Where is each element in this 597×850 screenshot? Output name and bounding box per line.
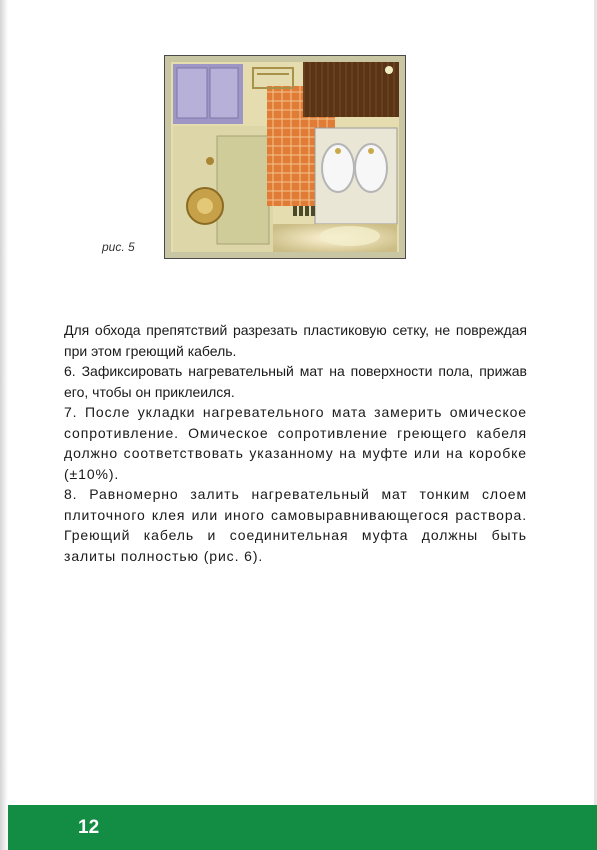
wooden-door: [303, 62, 399, 117]
instructions-text: [64, 320, 527, 566]
figure-caption: рис. 5: [102, 240, 135, 254]
paragraph-step-8: 8. Равномерно залить нагревательный мат тонким слоем плиточного клея или иного самовыравнивающегося раствора. Греющий кабель и соединительная муфта должны быть залиты полностью (рис. 6).: [64, 486, 527, 564]
page-footer-bar: [8, 805, 597, 850]
page-edge-shadow: [0, 0, 8, 850]
page-number: 12: [78, 817, 100, 838]
paragraph-step-6: 6. Зафиксировать нагревательный мат на поверхности пола, прижав его, чтобы он приклеился.: [64, 363, 527, 400]
paragraph-obstacles: Для обхода препятствий разрезать пластиковую сетку, не повреждая при этом греющий кабель.: [64, 322, 527, 359]
bathroom-plan-svg: [165, 56, 405, 258]
figure-bathroom-illustration: [164, 55, 406, 259]
paragraph-step-7: 7. После укладки нагревательного мата замерить омическое сопротивление. Омическое сопротивление греющего кабеля должно соответствовать указанному на муфте или на коробке (±10%).: [64, 404, 527, 482]
